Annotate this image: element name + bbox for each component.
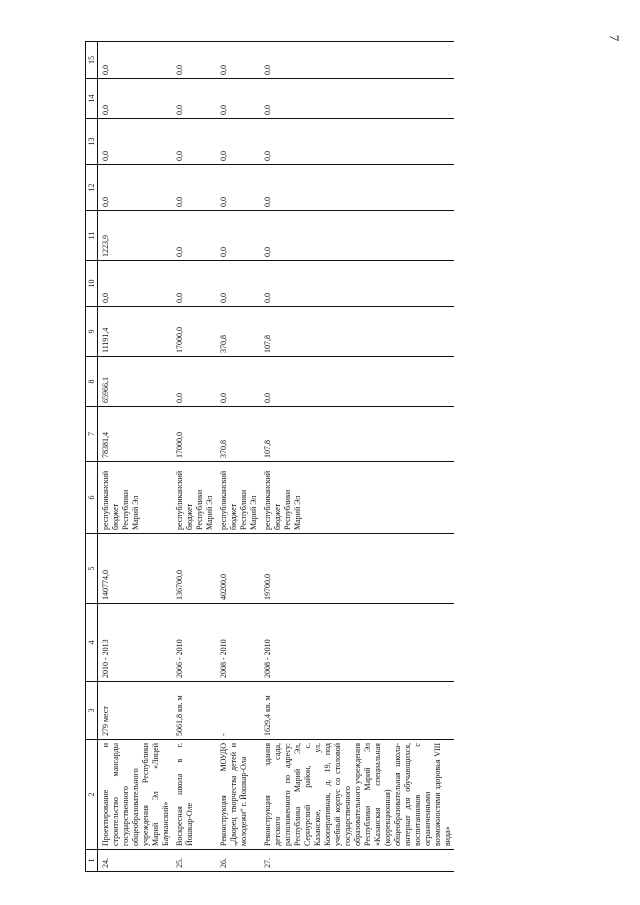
funding-source: республиканский бюджет Республики Марий Эл — [98, 462, 173, 534]
col-header-15: 15 — [86, 42, 98, 79]
value-col-9: 370,8 — [216, 307, 260, 357]
value-col-15: 0,0 — [172, 42, 216, 79]
value-col-10: 0,0 — [260, 261, 454, 307]
value-col-11: 0,0 — [216, 211, 260, 261]
row-number: 25. — [172, 850, 216, 872]
col-header-9: 9 — [86, 307, 98, 357]
col-header-8: 8 — [86, 357, 98, 407]
funding-source: республиканский бюджет Республики Марий Эл — [260, 462, 454, 534]
object-name: Воскресная школа в г. Йошкар-Оле — [172, 740, 216, 850]
value-col-11: 1223,9 — [98, 211, 173, 261]
value-col-12: 0,0 — [98, 165, 173, 211]
total-cost: 40200,0 — [216, 534, 260, 604]
period: 2006 - 2010 — [172, 604, 216, 682]
value-col-8: 0,0 — [260, 357, 454, 407]
col-header-6: 6 — [86, 462, 98, 534]
value-col-14: 0,0 — [260, 79, 454, 119]
value-col-15: 0,0 — [216, 42, 260, 79]
object-name: Проектирование и строительство мансарды государственного общеобразовательного учреждения Республики Марий Эл «Лицей Бауманский» — [98, 740, 173, 850]
value-col-13: 0,0 — [98, 119, 173, 165]
table-row — [98, 42, 173, 872]
funding-source: республиканский бюджет Республики Марий Эл — [172, 462, 216, 534]
col-header-3: 3 — [86, 682, 98, 740]
value-col-9: 17000,0 — [172, 307, 216, 357]
period: 2010 - 2013 — [98, 604, 173, 682]
col-header-14: 14 — [86, 79, 98, 119]
value-col-11: 0,0 — [260, 211, 454, 261]
value-col-7: 107,8 — [260, 407, 454, 462]
col-header-4: 4 — [86, 604, 98, 682]
value-col-14: 0,0 — [216, 79, 260, 119]
page-number: 7 — [607, 34, 622, 42]
value-col-14: 0,0 — [172, 79, 216, 119]
column-number-header — [86, 42, 98, 872]
col-header-1: 1 — [86, 850, 98, 872]
col-header-10: 10 — [86, 261, 98, 307]
value-col-8: 65966,1 — [98, 357, 173, 407]
value-col-12: 0,0 — [260, 165, 454, 211]
value-col-7: 78381,4 — [98, 407, 173, 462]
col-header-7: 7 — [86, 407, 98, 462]
period: 2008 - 2010 — [260, 604, 454, 682]
value-col-7: 370,8 — [216, 407, 260, 462]
rotated-table-sheet — [85, 42, 515, 872]
value-col-14: 0,0 — [98, 79, 173, 119]
table-row — [216, 42, 260, 872]
value-col-8: 0,0 — [216, 357, 260, 407]
col-header-2: 2 — [86, 740, 98, 850]
object-name: Реконструкция МОУДО „Дворец творчества детей и молодежи“ г. Йошкар-Ола — [216, 740, 260, 850]
program-table — [85, 41, 454, 872]
total-cost: 19700,0 — [260, 534, 454, 604]
table-row — [260, 42, 454, 872]
value-col-8: 0,0 — [172, 357, 216, 407]
row-number: 26. — [216, 850, 260, 872]
value-col-13: 0,0 — [260, 119, 454, 165]
value-col-15: 0,0 — [98, 42, 173, 79]
value-col-12: 0,0 — [216, 165, 260, 211]
value-col-10: 0,0 — [98, 261, 173, 307]
value-col-13: 0,0 — [172, 119, 216, 165]
row-number: 24. — [98, 850, 173, 872]
object-name: Реконструкция здания детского сада, расположенного по адресу: Республика Марий Эл, Сернурский район, с. Казанское, ул. Кооперативная, д. 19, под учебный корпус со столовой государственного образовательного учреждения Республики Марий Эл «Казанская специальная (коррекционная) общеобразовательная школа-интернат для обучающихся, воспитанников с ограниченными возможностями здоровья VIII вида» — [260, 740, 454, 850]
capacity: - — [216, 682, 260, 740]
value-col-9: 107,8 — [260, 307, 454, 357]
value-col-12: 0,0 — [172, 165, 216, 211]
total-cost: 136700,0 — [172, 534, 216, 604]
value-col-11: 0,0 — [172, 211, 216, 261]
funding-source: республиканский бюджет Республики Марий Эл — [216, 462, 260, 534]
capacity: 279 мест — [98, 682, 173, 740]
col-header-11: 11 — [86, 211, 98, 261]
value-col-10: 0,0 — [216, 261, 260, 307]
row-number: 27. — [260, 850, 454, 872]
value-col-15: 0,0 — [260, 42, 454, 79]
value-col-13: 0,0 — [216, 119, 260, 165]
col-header-5: 5 — [86, 534, 98, 604]
col-header-13: 13 — [86, 119, 98, 165]
capacity: 5061,8 кв. м — [172, 682, 216, 740]
total-cost: 140774,0 — [98, 534, 173, 604]
period: 2008 - 2010 — [216, 604, 260, 682]
table-row — [172, 42, 216, 872]
value-col-9: 11191,4 — [98, 307, 173, 357]
col-header-12: 12 — [86, 165, 98, 211]
capacity: 1629,4 кв. м — [260, 682, 454, 740]
value-col-7: 17000,0 — [172, 407, 216, 462]
value-col-10: 0,0 — [172, 261, 216, 307]
